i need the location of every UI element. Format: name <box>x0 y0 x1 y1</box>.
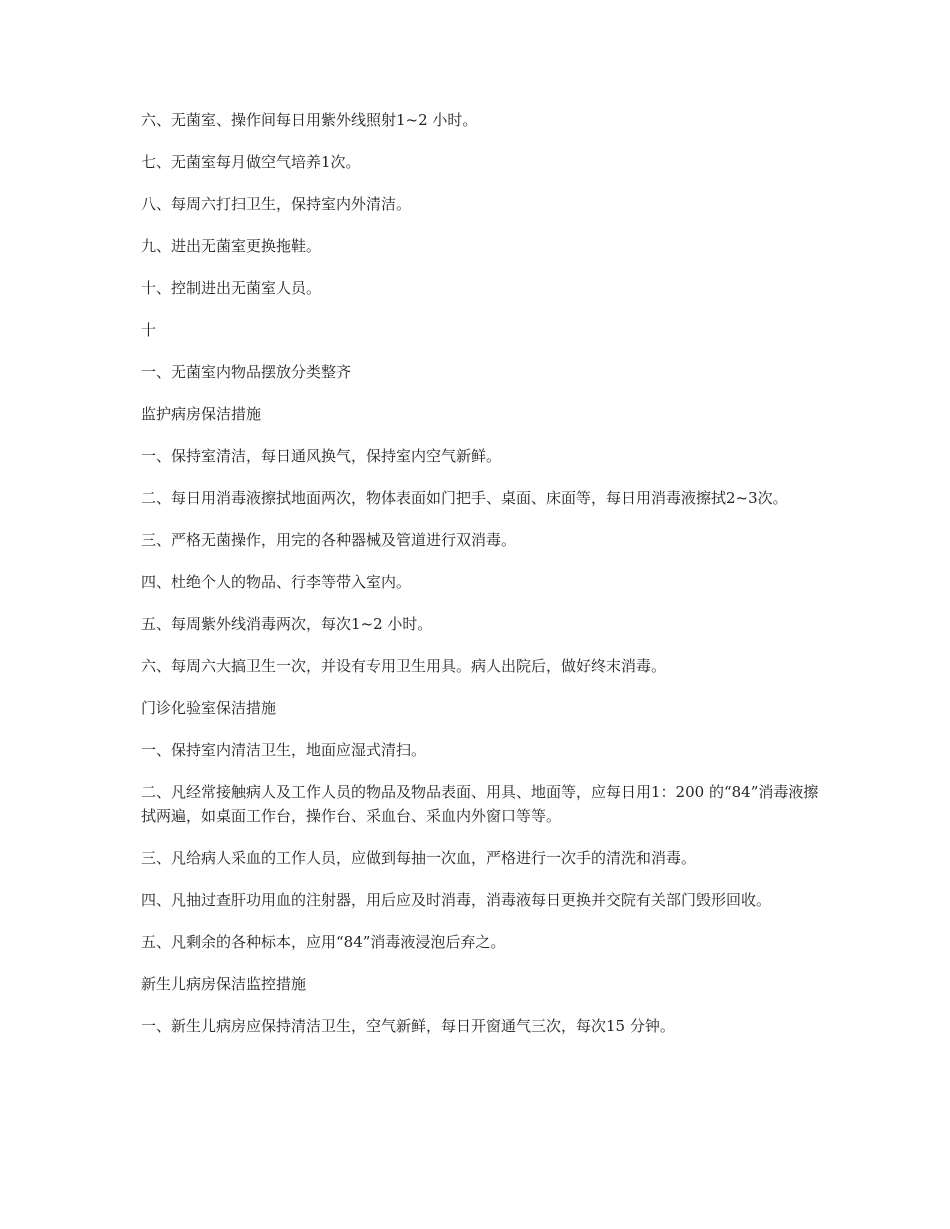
paragraph: 二、凡经常接触病人及工作人员的物品及物品表面、用具、地面等，应每日用1：200 的“84”消毒液擦拭两遍，如桌面工作台，操作台、采血台、采血内外窗口等等。 <box>141 783 819 826</box>
paragraph: 一、新生儿病房应保持清洁卫生，空气新鲜，每日开窗通气三次，每次15 分钟。 <box>141 1017 675 1036</box>
section-heading: 新生儿病房保洁监控措施 <box>141 975 307 994</box>
paragraph: 五、凡剩余的各种标本，应用“84”消毒液浸泡后弃之。 <box>141 933 506 952</box>
section-heading: 监护病房保洁措施 <box>141 405 262 423</box>
document-body <box>141 108 821 1056</box>
paragraph: 二、每日用消毒液擦拭地面两次，物体表面如门把手、桌面、床面等，每日用消毒液擦拭2~3次。 <box>141 489 788 507</box>
paragraph: 一、保持室清洁，每日通风换气，保持室内空气新鲜。 <box>141 447 502 465</box>
paragraph: 十、控制进出无菌室人员。 <box>141 279 322 297</box>
paragraph: 六、每周六大搞卫生一次，并设有专用卫生用具。病人出院后，做好终末消毒。 <box>141 657 667 675</box>
paragraph: 一、无菌室内物品摆放分类整齐 <box>141 363 352 381</box>
paragraph: 四、凡抽过查肝功用血的注射器，用后应及时消毒，消毒液每日更换并交院有关部门毁形回收。 <box>141 891 772 910</box>
paragraph: 六、无菌室、操作间每日用紫外线照射1~2 小时。 <box>141 111 478 129</box>
paragraph: 九、进出无菌室更换拖鞋。 <box>141 237 322 255</box>
paragraph: 五、每周紫外线消毒两次，每次1~2 小时。 <box>141 615 433 633</box>
paragraph: 四、杜绝个人的物品、行李等带入室内。 <box>141 573 412 591</box>
paragraph: 八、每周六打扫卫生，保持室内外清洁。 <box>141 195 412 213</box>
paragraph: 三、严格无菌操作，用完的各种器械及管道进行双消毒。 <box>141 531 517 549</box>
paragraph: 七、无菌室每月做空气培养1次。 <box>141 153 361 171</box>
paragraph: 一、保持室内清洁卫生，地面应湿式清扫。 <box>141 741 427 759</box>
section-heading: 门诊化验室保洁措施 <box>141 699 277 717</box>
paragraph: 十 <box>141 321 157 339</box>
paragraph: 三、凡给病人采血的工作人员，应做到每抽一次血，严格进行一次手的清洗和消毒。 <box>141 849 697 868</box>
